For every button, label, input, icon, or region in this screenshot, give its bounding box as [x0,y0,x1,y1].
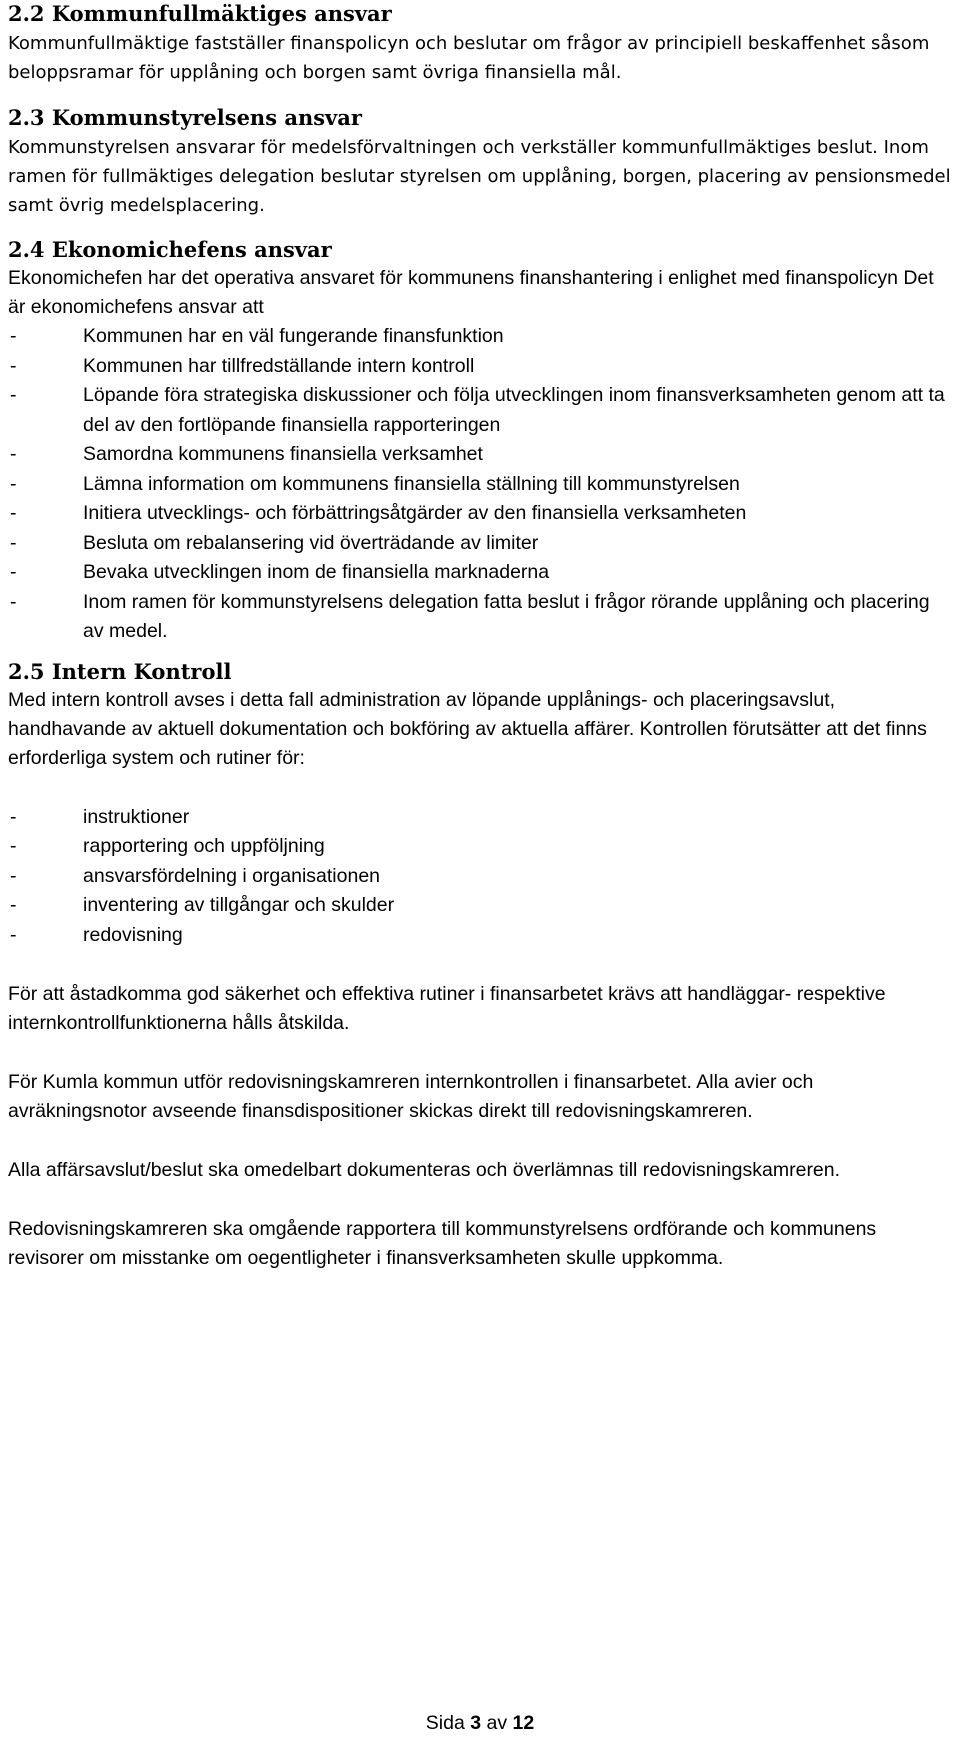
list-dash: - [10,894,17,916]
list-item: - Kommunen har tillfredställande intern kontroll [8,352,953,382]
section-heading: 2.5 Intern Kontroll [8,658,232,684]
list-item: - ansvarsfördelning i organisationen [8,862,953,892]
section-heading: 2.3 Kommunstyrelsens ansvar [8,105,362,130]
page-of-label: av [486,1712,508,1734]
list-item: - Bevaka utvecklingen inom de finansiella marknaderna [8,558,953,588]
list-item: - instruktioner [8,803,953,833]
list-item: - Samordna kommunens finansiella verksamhet [8,440,953,470]
list-dash: - [10,472,17,495]
list-item: - inventering av tillgångar och skulder [8,891,953,921]
list-dash: - [10,443,17,465]
list-dash: - [10,805,17,828]
responsibility-list [8,322,953,647]
control-routines-list [8,803,953,951]
list-dash: - [10,864,17,887]
current-page-number: 3 [470,1712,482,1734]
page-label: Sida [425,1712,465,1734]
section-heading: 2.2 Kommunfullmäktiges ansvar [8,1,392,26]
list-dash: - [10,354,17,377]
list-item: - Lämna information om kommunens finansiella ställning till kommunstyrelsen [8,470,953,500]
list-item: - Inom ramen för kommunstyrelsens delegation fatta beslut i frågor rörande upplåning och placering av medel. [8,588,953,647]
section-paragraph: För Kumla kommun utför redovisningskamreren internkontrollen i finansarbetet. Alla avier och avräkningsnotor avseende finansdispositioner skickas direkt till redovisningskamreren. [8,1071,814,1122]
section-paragraph: Alla affärsavslut/beslut ska omedelbart dokumenteras och överlämnas till redovisningskamreren. [8,1159,841,1181]
list-dash: - [10,384,17,406]
list-item: - Besluta om rebalansering vid överträdande av limiter [8,529,953,559]
page-number-footer [0,1712,960,1735]
section-paragraph: För att åstadkomma god säkerhet och effektiva rutiner i finansarbetet krävs att handläggar- respektive internkontrollfunktionerna hålls åtskilda. [8,983,886,1034]
section-paragraph: Med intern kontroll avses i detta fall administration av löpande upplånings- och placeringsavslut, handhavande av aktuell dokumentation och bokföring av aktuella affärer. Kontrollen förutsätter att det finns erforderliga system och rutiner för: [8,688,927,769]
list-dash: - [10,561,17,583]
list-item: - Kommunen har en väl fungerande finansfunktion [8,322,953,352]
section-paragraph: Kommunfullmäktige fastställer finanspolicyn och beslutar om frågor av principiell beskaffenhet såsom beloppsramar för upplåning och borgen samt övriga finansiella mål. [8,33,930,83]
list-item: - rapportering och uppföljning [8,832,953,862]
section-paragraph: Ekonomichefen har det operativa ansvaret för kommunens finanshantering i enlighet med finanspolicyn Det är ekonomichefens ansvar att [8,267,934,318]
section-paragraph: Kommunstyrelsen ansvarar för medelsförvaltningen och verkställer kommunfullmäktiges beslut. Inom ramen för fullmäktiges delegation beslutar styrelsen om upplåning, borgen, placering av pensionsmedel samt övrig medelsplacering. [8,137,951,216]
total-pages-number: 12 [512,1712,535,1734]
list-item: - Löpande föra strategiska diskussioner och följa utvecklingen inom finansverksamheten genom att ta del av den fortlöpande finansiella rapporteringen [8,381,953,440]
document-page [8,0,953,1273]
list-item: - Initiera utvecklings- och förbättringsåtgärder av den finansiella verksamheten [8,499,953,529]
list-dash: - [10,835,17,857]
list-dash: - [10,923,17,946]
section-paragraph: Redovisningskamreren ska omgående rapportera till kommunstyrelsens ordförande och kommunens revisorer om misstanke om oegentligheter i finansverksamheten skulle uppkomma. [8,1218,877,1269]
section-heading: 2.4 Ekonomichefens ansvar [8,237,332,262]
list-dash: - [10,502,17,524]
list-dash: - [10,325,17,347]
list-item: - redovisning [8,921,953,951]
list-dash: - [10,531,17,554]
list-dash: - [10,590,17,613]
